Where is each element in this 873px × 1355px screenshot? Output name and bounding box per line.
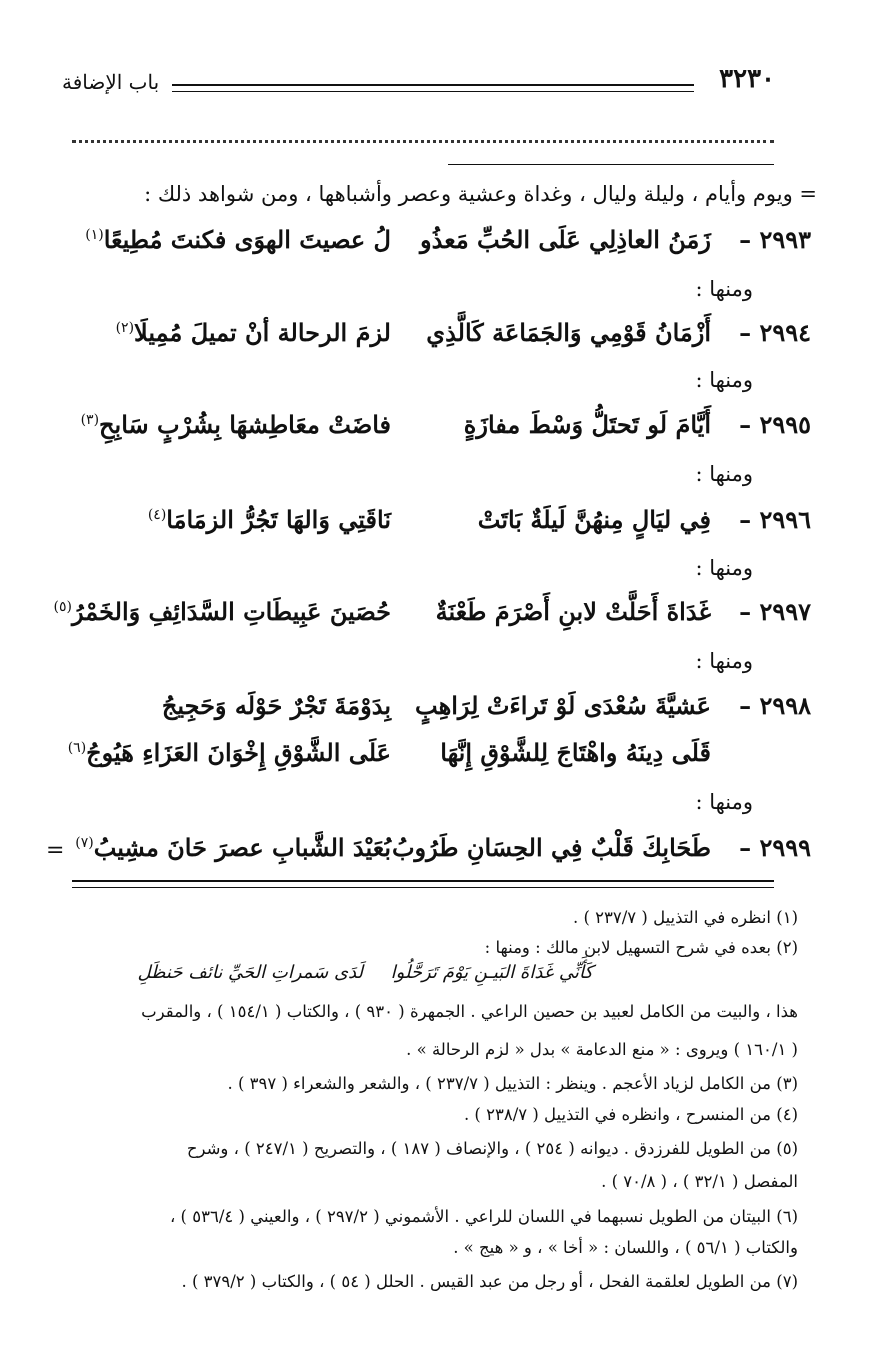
footnote: (٦) البيتان من الطويل نسبهما في اللسان للراعي . الأشموني ( ٢٩٧/٢ ) ، والعيني ( ٥٣٦/٤ ) ،	[169, 1207, 798, 1226]
footnote: (٣) من الكامل لزياد الأعجم . وينظر : التذييل ( ٢٣٧/٧ ) ، والشعر والشعراء ( ٣٩٧ ) .	[227, 1074, 798, 1093]
verse-first-hemistich: طَحَابِكَ قَلْبٌ فِي الحِسَانِ طَرُوبُ	[391, 833, 711, 862]
footnote-ref: (٣)	[80, 412, 100, 428]
verse-second-hemistich: فاضَتْ معَاطِشهَا بِشُرْبٍ سَابِحِ$^{(٣)}$	[80, 410, 391, 439]
footnote-ref: (٥)	[53, 599, 73, 615]
chapter-title: باب الإضافة	[62, 70, 160, 94]
footnote: (٢) بعده في شرح التسهيل لابن مالك : ومنها :	[484, 938, 798, 957]
footnote: هذا ، والبيت من الكامل لعبيد بن حصين الراعي . الجمهرة ( ٩٣٠ ) ، والكتاب ( ١٥٤/١ ) ، والمقرب	[141, 1002, 798, 1021]
and-from-them-label: ومنها :	[695, 462, 753, 486]
footnote: المفصل ( ٣٢/١ ) ، ( ٧٠/٨ ) .	[601, 1172, 798, 1191]
and-from-them-label: ومنها :	[695, 277, 753, 301]
verse-second-hemistich: حُصَينَ عَبِيطَاتِ السَّدَائِفِ وَالخَمْرُ$^{(٥)}$	[53, 597, 391, 626]
dotted-separator	[72, 140, 774, 143]
verse-number: ٢٩٩٧ –	[739, 597, 811, 626]
footnote-verse-second: لَدَى سَمراتِ الحَيِّ نائف حَنظَلِ	[137, 962, 363, 983]
and-from-them-label: ومنها :	[695, 790, 753, 814]
verse-number: ٢٩٩٩ –	[739, 833, 811, 862]
verse-second-hemistich: بُعَيْدَ الشَّبابِ عصرَ حَانَ مشِيبُ$^{(٧)}$	[75, 833, 391, 862]
verse-number: ٢٩٩٣ –	[739, 225, 811, 254]
verse-number: ٢٩٩٦ –	[739, 505, 811, 534]
verse-second-hemistich: عَلَى الشَّوْقِ إِخْوَانَ العَزَاءِ هَيُوجُ$^{(٦)}$	[67, 738, 391, 767]
verse-second-hemistich: لزمَ الرحالة أنْ تميلَ مُمِيلَا$^{(٢)}$	[115, 318, 391, 347]
verse-first-hemistich: أَزْمَانُ قَوْمِي وَالجَمَاعَة كَالَّذِي	[426, 318, 711, 347]
and-from-them-label: ومنها :	[695, 649, 753, 673]
verse-number: ٢٩٩٥ –	[739, 410, 811, 439]
and-from-them-label: ومنها :	[695, 556, 753, 580]
footnote-ref: (٧)	[75, 835, 94, 851]
footnote-ref: (١)	[85, 227, 104, 243]
intro-text: = ويوم وأيام ، وليلة وليال ، وغداة وعشية وعصر وأشباهها ، ومن شواهد ذلك :	[144, 182, 817, 206]
short-rule	[448, 164, 774, 165]
footnote: (١) انظره في التذييل ( ٢٣٧/٧ ) .	[572, 908, 798, 927]
verse-second-hemistich: نَاقَتِي وَالهَا تَجُرُّ الزمَامَا$^{(٤)}$	[147, 505, 391, 534]
page-number: ٣٢٣٠	[719, 64, 775, 94]
verse-second-hemistich: بِدَوْمَةَ تَجْرٌ حَوْلَه وَحَجِيجُ	[161, 691, 391, 720]
header-rule	[172, 84, 694, 86]
verse-number: ٢٩٩٤ –	[739, 318, 811, 347]
verse-second-hemistich: لُ عصيتَ الهوَى فكنتَ مُطِيعًا$^{(١)}$	[85, 225, 391, 254]
footnote: ( ١٦٠/١ ) ويروى : « منع الدعامة » بدل « لزم الرحالة » .	[406, 1040, 798, 1059]
verse-first-hemistich: قَلَى دِينَهُ واهْتَاجَ لِلشَّوْقِ إِنَّهَا	[440, 738, 711, 767]
footnote-verse-first: كَأَنِّي غَدَاةَ البَيـنِ يَوْمَ تَرَحَّلُوا	[390, 962, 593, 983]
footnote-separator-thin	[72, 887, 774, 888]
footnote-ref: (٦)	[67, 740, 87, 756]
verse-first-hemistich: عَشيَّةَ سُعْدَى لَوْ تَراءَتْ لِرَاهِبٍ	[415, 691, 711, 720]
and-from-them-label: ومنها :	[695, 368, 753, 392]
footnote-separator	[72, 880, 774, 882]
header-rule-thin	[172, 91, 694, 92]
footnote-ref: (٤)	[147, 507, 167, 523]
footnote: (٧) من الطويل لعلقمة الفحل ، أو رجل من عبد القيس . الحلل ( ٥٤ ) ، والكتاب ( ٣٧٩/٢ ) .	[181, 1272, 798, 1291]
footnote-ref: (٢)	[115, 320, 135, 336]
continuation-mark: =	[46, 838, 65, 863]
verse-number: ٢٩٩٨ –	[739, 691, 811, 720]
footnote: (٤) من المنسرح ، وانظره في التذييل ( ٢٣٨/٧ ) .	[463, 1105, 798, 1124]
verse-first-hemistich: أَيَّامَ لَو تَحتَلُّ وَسْطَ مفازَةٍ	[463, 410, 711, 439]
verse-first-hemistich: فِي ليَالٍ مِنهُنَّ لَيلَةٌ بَاتَتْ	[477, 505, 711, 534]
footnote: والكتاب ( ٥٦/١ ) ، واللسان : « أخا » ، و « هيج » .	[453, 1238, 798, 1257]
verse-first-hemistich: غَدَاةَ أَحَلَّتْ لابنِ أَصْرَمَ طَعْنَةٌ	[435, 597, 711, 626]
verse-first-hemistich: زَمَنُ العاذِلِي عَلَى الحُبِّ مَعذُو	[420, 225, 711, 254]
footnote: (٥) من الطويل للفرزدق . ديوانه ( ٢٥٤ ) ، والإنصاف ( ١٨٧ ) ، والتصريح ( ٢٤٧/١ ) ، وشرح	[186, 1139, 798, 1158]
